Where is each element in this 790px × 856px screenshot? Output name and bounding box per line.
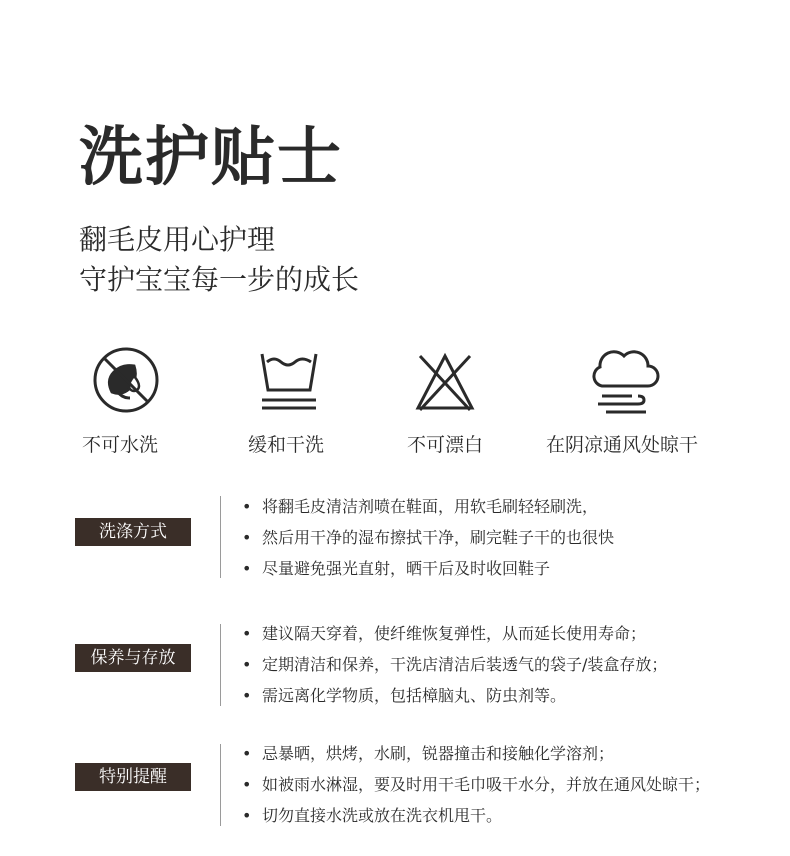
- bullet-dot: •: [242, 497, 252, 516]
- icon-label-shade-dry: 在阴凉通风处晾干: [546, 434, 699, 456]
- bullet-item: • 定期清洁和保养，干洗店清洁后装透气的袋子/装盒存放；: [242, 655, 668, 674]
- bullet-item: • 然后用干净的湿布擦拭干净，刷完鞋子干的也很快: [242, 528, 615, 547]
- bullet-item: • 建议隔天穿着，使纤维恢复弹性，从而延长使用寿命；: [242, 624, 647, 643]
- icon-label-mild-dry-clean: 缓和干洗: [248, 434, 325, 456]
- bullet-dot: •: [242, 806, 252, 825]
- bullet-dot: •: [242, 744, 252, 763]
- section-divider: [220, 496, 221, 578]
- bullet-dot: •: [242, 655, 252, 674]
- subtitle-line-1: 翻毛皮用心护理: [79, 223, 276, 256]
- bullet-item: • 需远离化学物质，包括樟脑丸、防虫剂等。: [242, 686, 567, 705]
- bullet-item: • 切勿直接水洗或放在洗衣机甩干。: [242, 806, 503, 825]
- subtitle-line-2: 守护宝宝每一步的成长: [79, 263, 360, 296]
- no-water-wash-icon: [92, 346, 160, 414]
- bullet-dot: •: [242, 686, 252, 705]
- no-bleach-icon: [414, 352, 476, 412]
- bullet-item: • 尽量避免强光直射，晒干后及时收回鞋子: [242, 559, 551, 578]
- section-divider: [220, 624, 221, 706]
- bullet-item: • 如被雨水淋湿，要及时用干毛巾吸干水分，并放在通风处晾干；: [242, 775, 711, 794]
- bullet-dot: •: [242, 528, 252, 547]
- bullet-item: • 将翻毛皮清洁剂喷在鞋面，用软毛刷轻轻刷洗，: [242, 497, 599, 516]
- section-label-care-storage: 保养与存放: [75, 644, 191, 672]
- section-label-washing-method: 洗涤方式: [75, 518, 191, 546]
- bullet-dot: •: [242, 775, 252, 794]
- page-title: 洗护贴士: [79, 121, 343, 195]
- bullet-dot: •: [242, 624, 252, 643]
- shade-dry-icon: [588, 346, 660, 416]
- section-divider: [220, 744, 221, 826]
- section-label-special-reminder: 特别提醒: [75, 763, 191, 791]
- icon-label-no-bleach: 不可漂白: [407, 434, 484, 456]
- mild-dry-clean-icon: [258, 350, 320, 414]
- bullet-item: • 忌暴晒，烘烤，水刷，锐器撞击和接触化学溶剂；: [242, 744, 615, 763]
- icon-label-no-water-wash: 不可水洗: [82, 434, 159, 456]
- bullet-dot: •: [242, 559, 252, 578]
